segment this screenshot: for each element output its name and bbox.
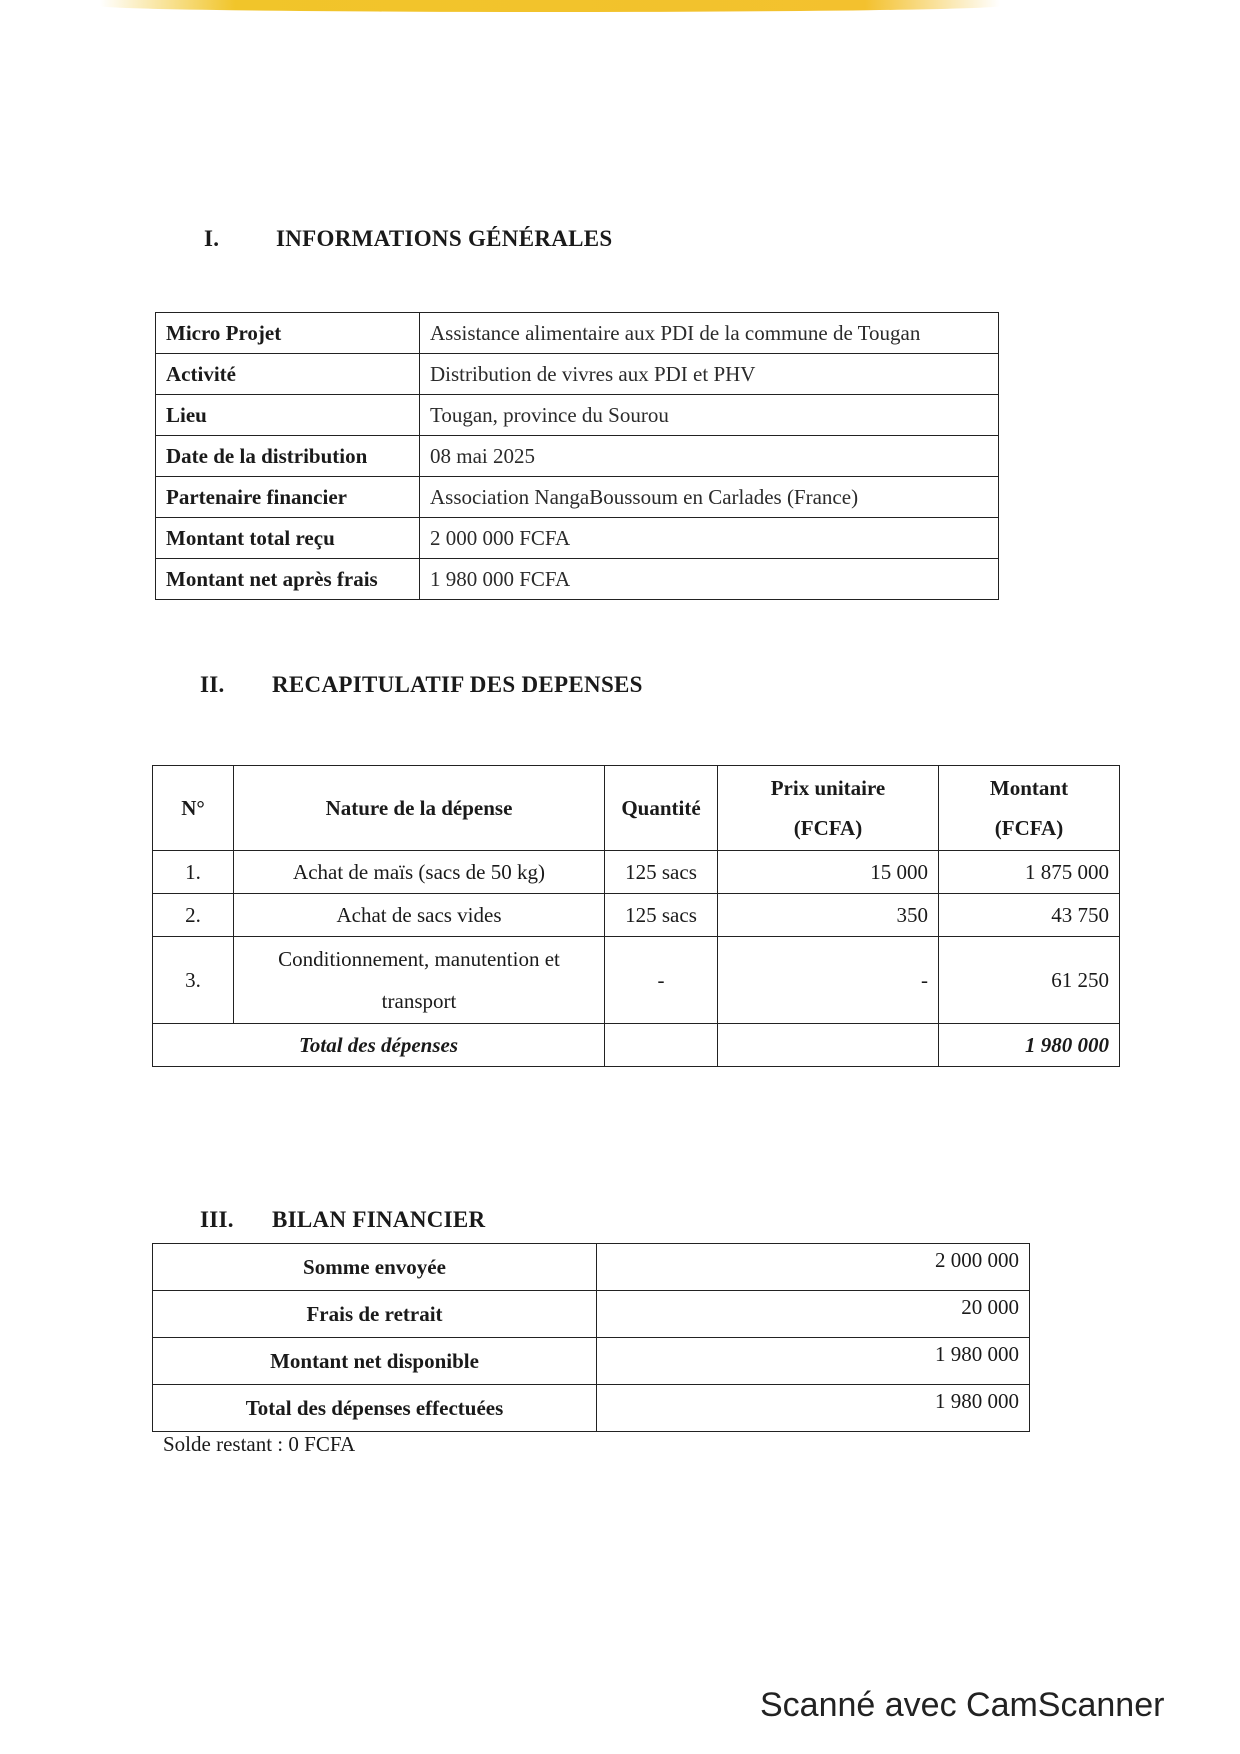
scanner-watermark: Scanné avec CamScanner <box>760 1686 1165 1724</box>
total-row <box>153 1024 1120 1067</box>
info-row <box>156 559 999 600</box>
header-unit-price-line1: Prix unitaire <box>770 776 886 800</box>
header-amount-line1: Montant <box>989 776 1069 800</box>
remaining-balance: Solde restant : 0 FCFA <box>163 1432 356 1456</box>
header-number: N° <box>153 766 234 851</box>
row-amount: 61 250 <box>939 937 1120 1024</box>
section-3-number: III. <box>200 1207 234 1232</box>
info-value: 08 mai 2025 <box>420 436 999 477</box>
table-row <box>153 937 1120 1024</box>
bilan-value: 2 000 000 <box>597 1244 1030 1291</box>
info-label: Montant net après frais <box>156 559 420 600</box>
row-quantity: 125 sacs <box>605 851 718 894</box>
header-nature: Nature de la dépense <box>234 766 605 851</box>
info-value: 1 980 000 FCFA <box>420 559 999 600</box>
header-amount <box>939 766 1120 851</box>
row-quantity: - <box>605 937 718 1024</box>
header-amount-line2: (FCFA) <box>994 816 1064 840</box>
section-1-label: INFORMATIONS GÉNÉRALES <box>276 226 613 251</box>
expenses-header-row <box>153 766 1120 851</box>
row-unit-price: - <box>718 937 939 1024</box>
table-row <box>153 894 1120 937</box>
row-number: 3. <box>153 937 234 1024</box>
total-empty-cell <box>718 1024 939 1067</box>
bilan-row <box>153 1338 1030 1385</box>
table-row <box>153 851 1120 894</box>
section-2-label: RECAPITULATIF DES DEPENSES <box>272 672 643 697</box>
row-nature-line2: transport <box>381 989 457 1013</box>
info-label: Activité <box>156 354 420 395</box>
info-row <box>156 518 999 559</box>
bilan-row <box>153 1385 1030 1432</box>
info-value: Association NangaBoussoum en Carlades (France) <box>420 477 999 518</box>
info-value: Distribution de vivres aux PDI et PHV <box>420 354 999 395</box>
bilan-label: Montant net disponible <box>153 1338 597 1385</box>
info-value: Assistance alimentaire aux PDI de la commune de Tougan <box>420 313 999 354</box>
info-label: Micro Projet <box>156 313 420 354</box>
scan-edge-decoration <box>100 0 1000 12</box>
section-2-title <box>200 672 643 698</box>
bilan-value: 1 980 000 <box>597 1385 1030 1432</box>
row-nature <box>234 937 605 1024</box>
row-unit-price: 15 000 <box>718 851 939 894</box>
section-1-title <box>204 226 613 252</box>
row-nature: Achat de maïs (sacs de 50 kg) <box>234 851 605 894</box>
info-row <box>156 477 999 518</box>
row-nature-line1: Conditionnement, manutention et <box>278 947 560 971</box>
row-quantity: 125 sacs <box>605 894 718 937</box>
bilan-label: Total des dépenses effectuées <box>153 1385 597 1432</box>
info-value: 2 000 000 FCFA <box>420 518 999 559</box>
bilan-label: Frais de retrait <box>153 1291 597 1338</box>
header-quantity: Quantité <box>605 766 718 851</box>
bilan-row <box>153 1244 1030 1291</box>
expenses-table <box>152 765 1120 1067</box>
section-3-title <box>200 1207 485 1233</box>
row-amount: 43 750 <box>939 894 1120 937</box>
info-label: Partenaire financier <box>156 477 420 518</box>
header-unit-price-line2: (FCFA) <box>793 816 863 840</box>
total-empty-cell <box>605 1024 718 1067</box>
section-2-number: II. <box>200 672 225 697</box>
info-row <box>156 395 999 436</box>
info-label: Lieu <box>156 395 420 436</box>
info-row <box>156 436 999 477</box>
row-number: 1. <box>153 851 234 894</box>
total-value: 1 980 000 <box>939 1024 1120 1067</box>
bilan-value: 1 980 000 <box>597 1338 1030 1385</box>
financial-summary-table <box>152 1243 1030 1432</box>
info-label: Montant total reçu <box>156 518 420 559</box>
header-unit-price <box>718 766 939 851</box>
bilan-label: Somme envoyée <box>153 1244 597 1291</box>
info-row <box>156 313 999 354</box>
section-1-number: I. <box>204 226 220 251</box>
total-label: Total des dépenses <box>153 1024 605 1067</box>
info-row <box>156 354 999 395</box>
row-number: 2. <box>153 894 234 937</box>
info-value: Tougan, province du Sourou <box>420 395 999 436</box>
section-3-label: BILAN FINANCIER <box>272 1207 486 1232</box>
bilan-row <box>153 1291 1030 1338</box>
row-nature: Achat de sacs vides <box>234 894 605 937</box>
general-info-table <box>155 312 999 600</box>
info-label: Date de la distribution <box>156 436 420 477</box>
row-amount: 1 875 000 <box>939 851 1120 894</box>
row-unit-price: 350 <box>718 894 939 937</box>
bilan-value: 20 000 <box>597 1291 1030 1338</box>
